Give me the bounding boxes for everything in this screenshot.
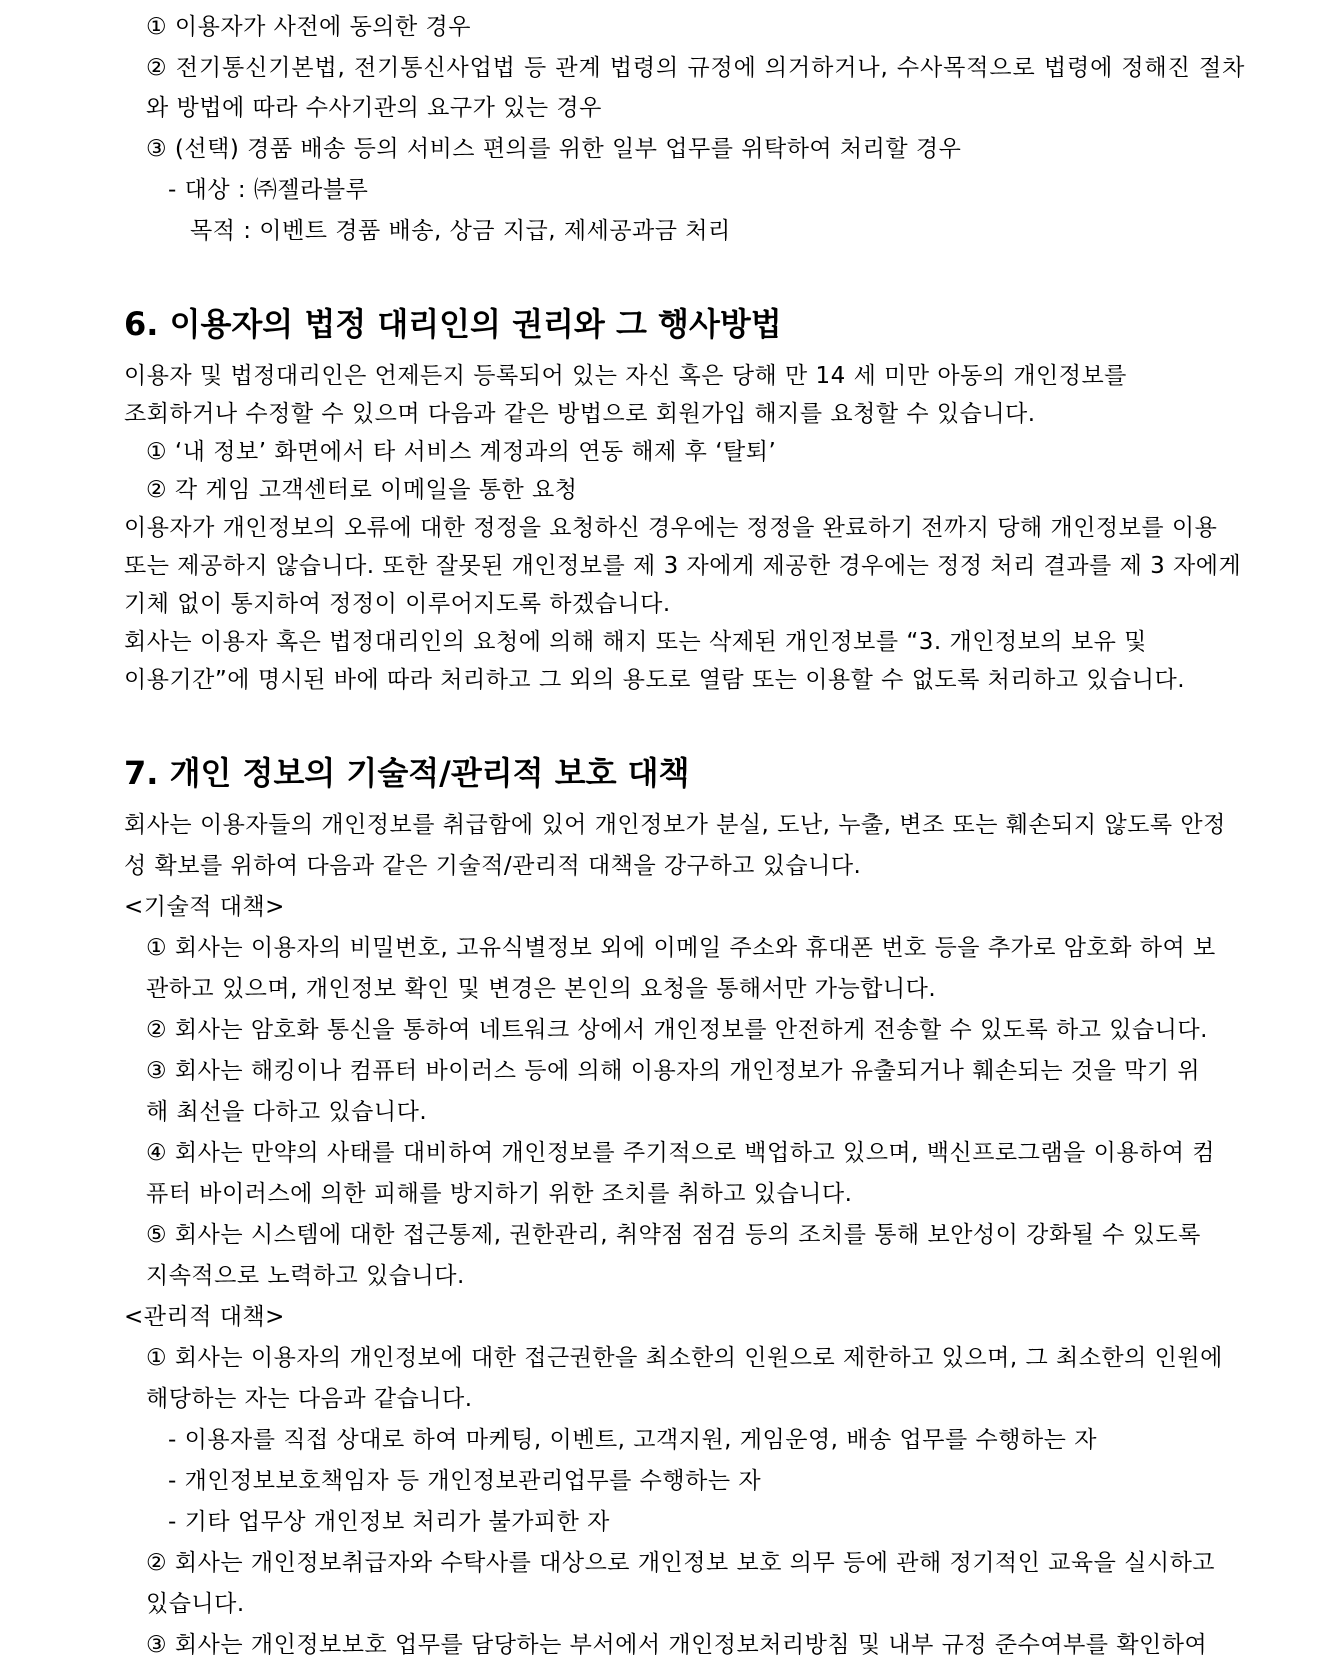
section-7-heading: 7. 개인 정보의 기술적/관리적 보호 대책 bbox=[124, 754, 690, 792]
admin-item-2-cont: 있습니다. bbox=[146, 1591, 245, 1617]
section-6-intro-2: 조회하거나 수정할 수 있으며 다음과 같은 방법으로 회원가입 해지를 요청할 수 있습니다. bbox=[124, 401, 1036, 427]
technical-item-2: ② 회사는 암호화 통신을 통하여 네트워크 상에서 개인정보를 안전하게 전송할 수 있도록 하고 있습니다. bbox=[146, 1017, 1208, 1043]
consignee-purpose: 목적 : 이벤트 경품 배송, 상금 지급, 제세공과금 처리 bbox=[190, 218, 731, 244]
section-6-deletion-1: 회사는 이용자 혹은 법정대리인의 요청에 의해 해지 또는 삭제된 개인정보를 “3. 개인정보의 보유 및 bbox=[124, 629, 1147, 655]
technical-item-4: ④ 회사는 만약의 사태를 대비하여 개인정보를 주기적으로 백업하고 있으며, 백신프로그램을 이용하여 컴 bbox=[146, 1140, 1216, 1166]
technical-item-1-cont: 관하고 있으며, 개인정보 확인 및 변경은 본인의 요청을 통해서만 가능합니다. bbox=[146, 976, 937, 1002]
section-6-correction-2: 또는 제공하지 않습니다. 또한 잘못된 개인정보를 제 3 자에게 제공한 경우에는 정정 처리 결과를 제 3 자에게 bbox=[124, 553, 1242, 579]
section-6-method-1: ① ‘내 정보’ 화면에서 타 서비스 계정과의 연동 해제 후 ‘탈퇴’ bbox=[146, 439, 777, 465]
technical-item-5: ⑤ 회사는 시스템에 대한 접근통제, 권한관리, 취약점 점검 등의 조치를 통해 보안성이 강화될 수 있도록 bbox=[146, 1222, 1201, 1248]
section-7-intro-2: 성 확보를 위하여 다음과 같은 기술적/관리적 대책을 강구하고 있습니다. bbox=[124, 853, 862, 879]
section-6-heading: 6. 이용자의 법정 대리인의 권리와 그 행사방법 bbox=[124, 305, 782, 343]
consent-item-1: ① 이용자가 사전에 동의한 경우 bbox=[146, 14, 471, 40]
technical-item-1: ① 회사는 이용자의 비밀번호, 고유식별정보 외에 이메일 주소와 휴대폰 번호 등을 추가로 암호화 하여 보 bbox=[146, 935, 1216, 961]
technical-measures-label: <기술적 대책> bbox=[124, 894, 285, 920]
technical-item-3: ③ 회사는 해킹이나 컴퓨터 바이러스 등에 의해 이용자의 개인정보가 유출되거나 훼손되는 것을 막기 위 bbox=[146, 1058, 1201, 1084]
admin-subitem-3: - 기타 업무상 개인정보 처리가 불가피한 자 bbox=[168, 1509, 610, 1535]
section-6-deletion-2: 이용기간”에 명시된 바에 따라 처리하고 그 외의 용도로 열람 또는 이용할 수 없도록 처리하고 있습니다. bbox=[124, 667, 1186, 693]
admin-subitem-1: - 이용자를 직접 상대로 하여 마케팅, 이벤트, 고객지원, 게임운영, 배송 업무를 수행하는 자 bbox=[168, 1427, 1097, 1453]
section-6-intro-1: 이용자 및 법정대리인은 언제든지 등록되어 있는 자신 혹은 당해 만 14 세 미만 아동의 개인정보를 bbox=[124, 363, 1127, 389]
technical-item-4-cont: 퓨터 바이러스에 의한 피해를 방지하기 위한 조치를 취하고 있습니다. bbox=[146, 1181, 853, 1207]
admin-item-3: ③ 회사는 개인정보보호 업무를 담당하는 부서에서 개인정보처리방침 및 내부 규정 준수여부를 확인하여 bbox=[146, 1632, 1208, 1658]
consent-item-2: ② 전기통신기본법, 전기통신사업법 등 관계 법령의 규정에 의거하거나, 수사목적으로 법령에 정해진 절차 bbox=[146, 55, 1246, 81]
admin-item-1-cont: 해당하는 자는 다음과 같습니다. bbox=[146, 1386, 473, 1412]
consignee-target: - 대상 : ㈜젤라블루 bbox=[168, 177, 369, 203]
admin-item-1: ① 회사는 이용자의 개인정보에 대한 접근권한을 최소한의 인원으로 제한하고 있으며, 그 최소한의 인원에 bbox=[146, 1345, 1223, 1371]
technical-item-5-cont: 지속적으로 노력하고 있습니다. bbox=[146, 1263, 465, 1289]
section-7-intro-1: 회사는 이용자들의 개인정보를 취급함에 있어 개인정보가 분실, 도난, 누출, 변조 또는 훼손되지 않도록 안정 bbox=[124, 812, 1226, 838]
section-6-correction-1: 이용자가 개인정보의 오류에 대한 정정을 요청하신 경우에는 정정을 완료하기 전까지 당해 개인정보를 이용 bbox=[124, 515, 1218, 541]
consent-item-2-cont: 와 방법에 따라 수사기관의 요구가 있는 경우 bbox=[146, 95, 602, 121]
consent-item-3: ③ (선택) 경품 배송 등의 서비스 편의를 위한 일부 업무를 위탁하여 처리할 경우 bbox=[146, 136, 962, 162]
admin-subitem-2: - 개인정보보호책임자 등 개인정보관리업무를 수행하는 자 bbox=[168, 1468, 762, 1494]
section-6-method-2: ② 각 게임 고객센터로 이메일을 통한 요청 bbox=[146, 477, 578, 503]
admin-measures-label: <관리적 대책> bbox=[124, 1304, 285, 1330]
section-6-correction-3: 기체 없이 통지하여 정정이 이루어지도록 하겠습니다. bbox=[124, 591, 671, 617]
technical-item-3-cont: 해 최선을 다하고 있습니다. bbox=[146, 1099, 428, 1125]
admin-item-2: ② 회사는 개인정보취급자와 수탁사를 대상으로 개인정보 보호 의무 등에 관해 정기적인 교육을 실시하고 bbox=[146, 1550, 1216, 1576]
